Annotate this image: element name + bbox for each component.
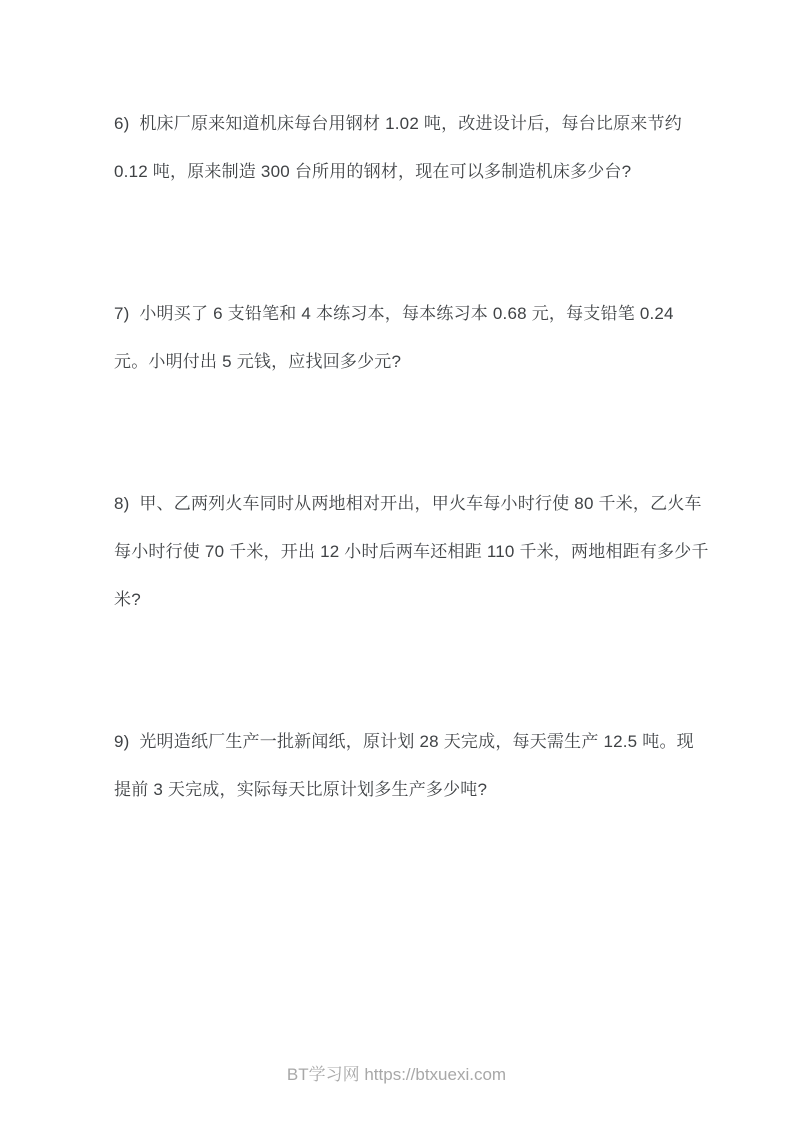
problem-9-line-1: 9) 光明造纸厂生产一批新闻纸，原计划 28 天完成，每天需生产 12.5 吨。现 (114, 732, 694, 751)
problem-6-line-2: 0.12 吨，原来制造 300 台所用的钢材，现在可以多制造机床多少台? (114, 162, 632, 181)
problem-6 (114, 100, 683, 196)
problem-8-line-2: 每小时行使 70 千米，开出 12 小时后两车还相距 110 千米，两地相距有多少千 (114, 542, 709, 561)
problem-8-line-1: 8) 甲、乙两列火车同时从两地相对开出，甲火车每小时行使 80 千米，乙火车 (114, 494, 702, 513)
footer-watermark: BT学习网 https://btxuexi.com (286, 1065, 507, 1084)
problem-7-line-1: 7) 小明买了 6 支铅笔和 4 本练习本，每本练习本 0.68 元，每支铅笔 0.24 (114, 304, 674, 323)
problem-6-line-1: 6) 机床厂原来知道机床每台用钢材 1.02 吨，改进设计后，每台比原来节约 (114, 114, 682, 133)
problem-8 (114, 480, 709, 624)
problem-7 (114, 290, 683, 386)
problem-9-line-2: 提前 3 天完成，实际每天比原计划多生产多少吨? (114, 780, 488, 799)
problem-9 (114, 718, 694, 814)
problem-8-line-3: 米? (114, 590, 141, 609)
problem-7-line-2: 元。小明付出 5 元钱，应找回多少元? (114, 352, 402, 371)
